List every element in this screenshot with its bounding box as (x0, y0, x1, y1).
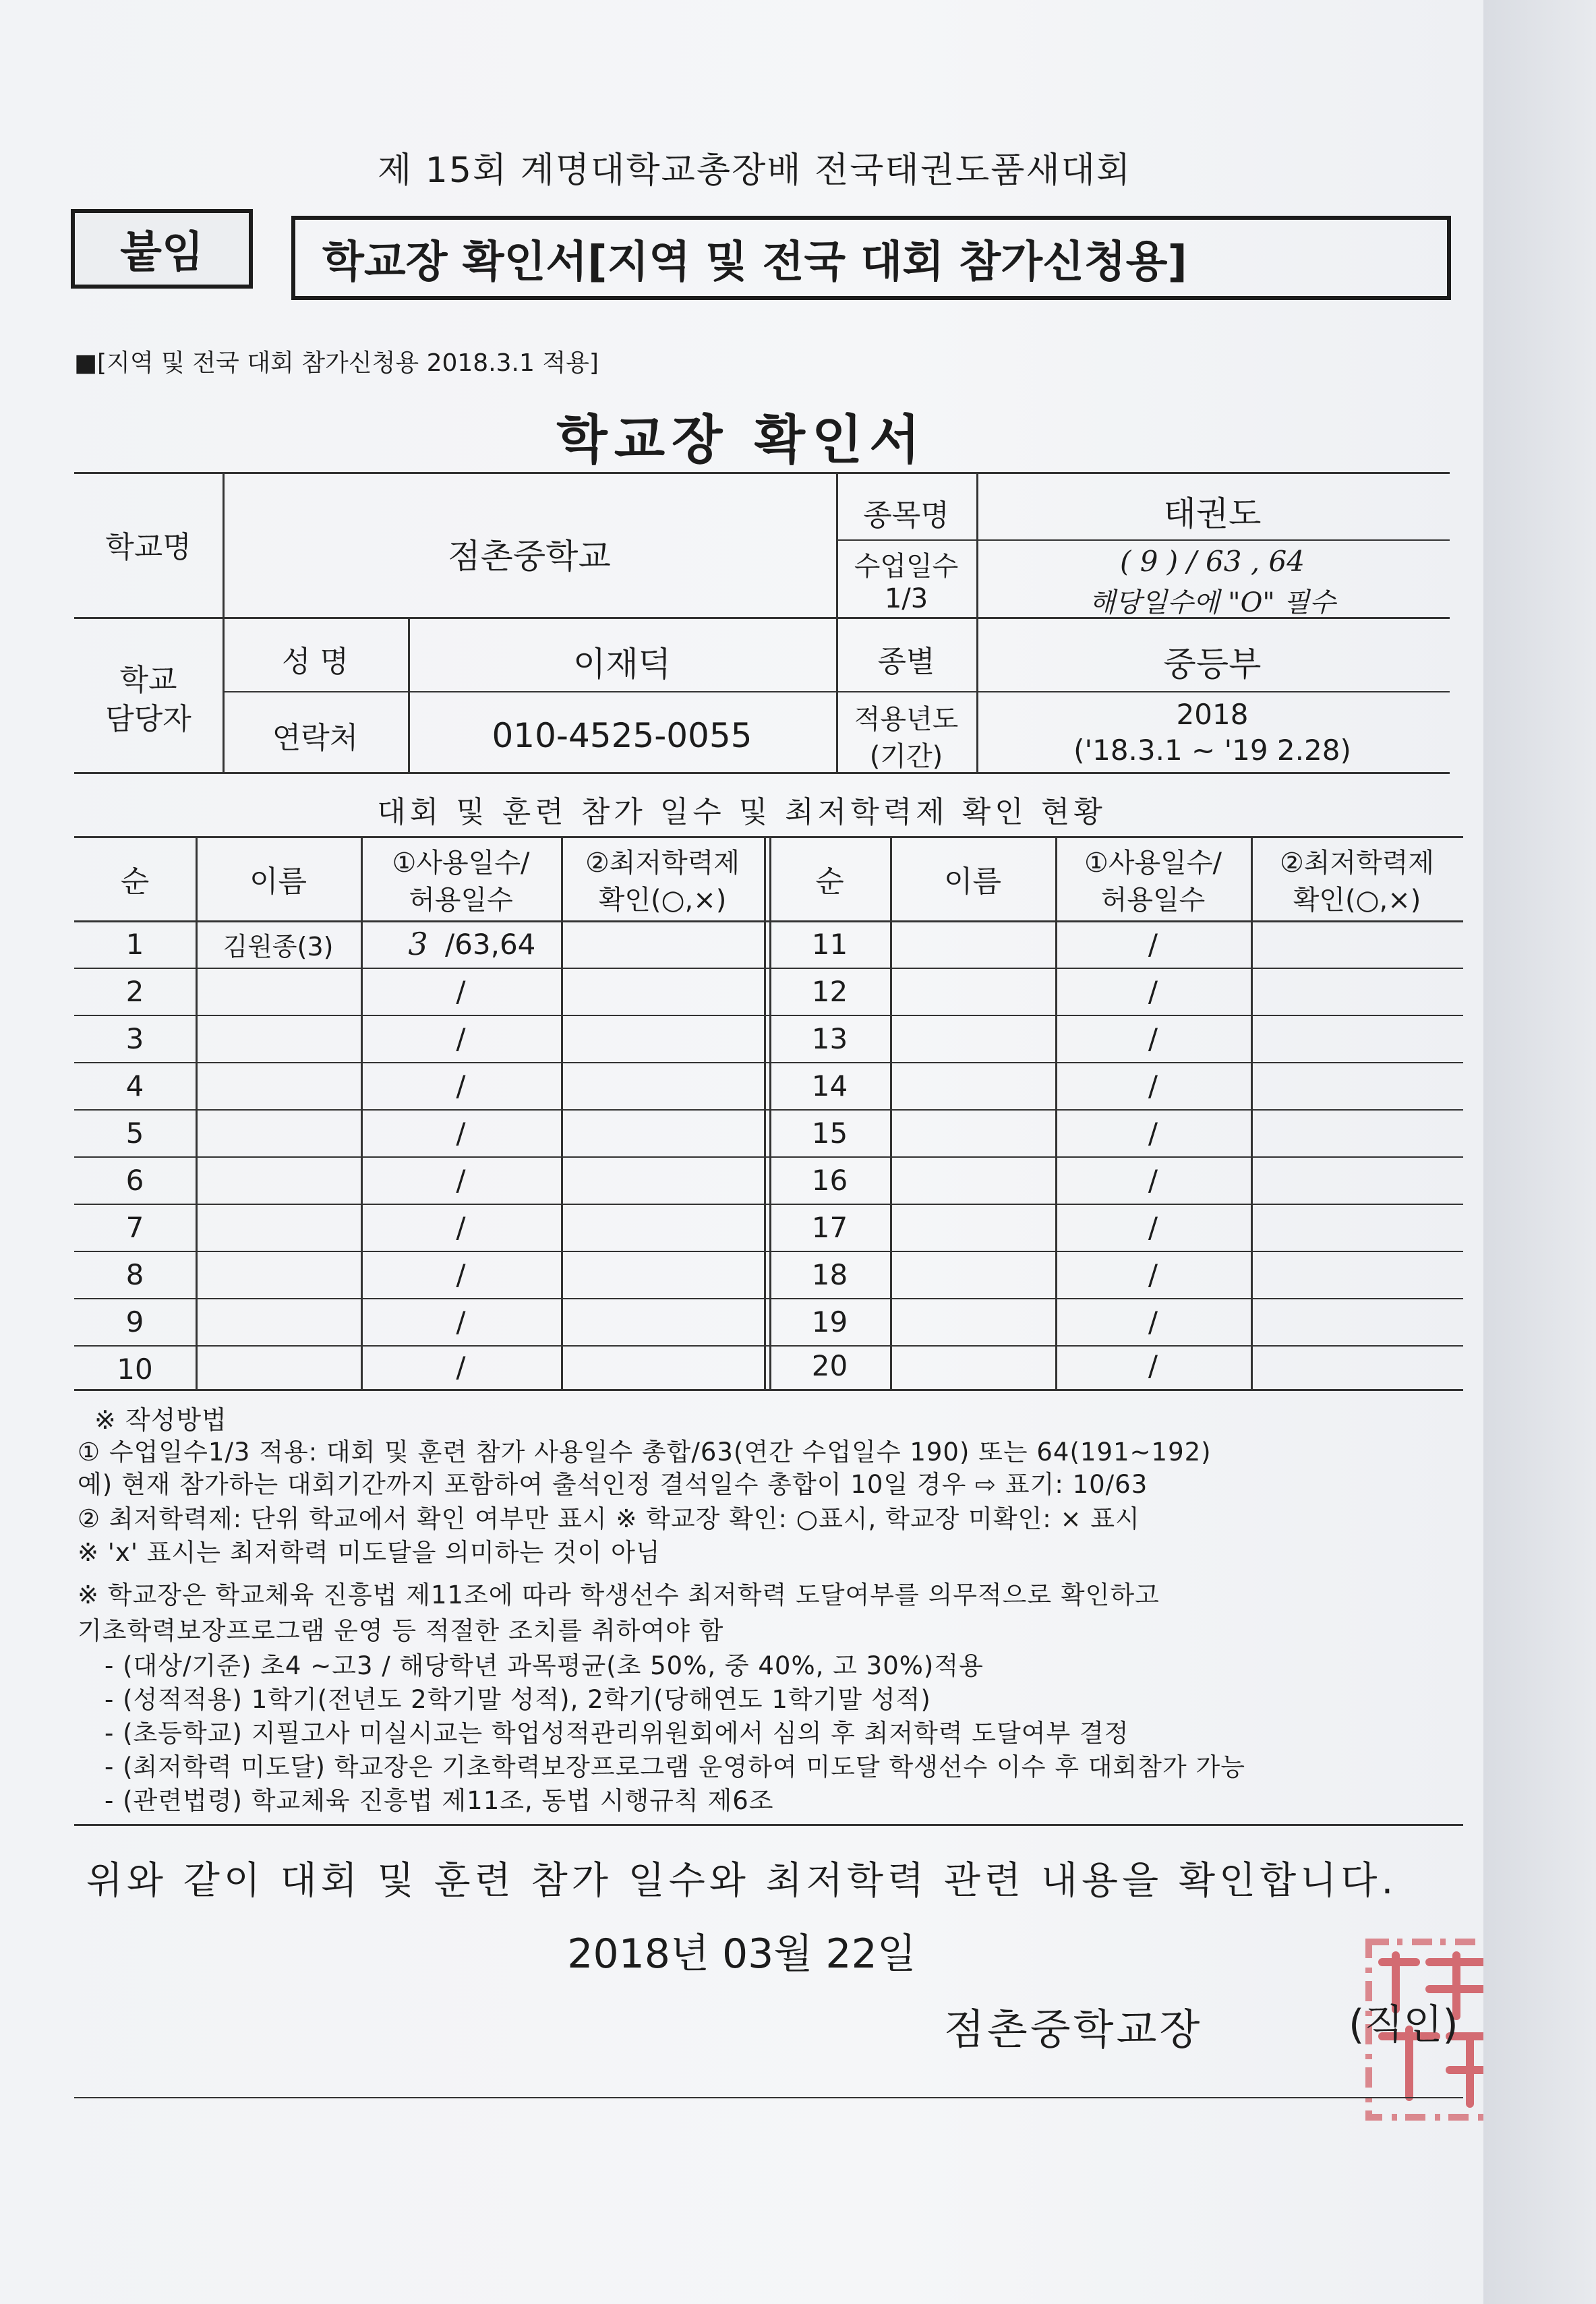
row-no: 10 (117, 1352, 153, 1386)
instruction-line: - (초등학교) 지필고사 미실시교는 학업성적관리위원회에서 심의 후 최저학력 도달여부 결정 (105, 1719, 1129, 1748)
category-label: 종별 (877, 645, 935, 679)
row-days: / (456, 1210, 466, 1244)
divider (74, 1824, 1463, 1826)
col-days-header-right-1: ①사용일수/ (1084, 847, 1222, 879)
instruction-line: - (최저학력 미도달) 학교장은 기초학력보장프로그램 운영하여 미도달 학생선수 이수 후 대회참가 가능 (105, 1752, 1246, 1781)
row-no: 15 (811, 1116, 848, 1150)
row-no: 7 (125, 1210, 144, 1244)
row-no: 8 (125, 1258, 144, 1291)
row-days: / (1148, 1258, 1158, 1291)
instruction-line: ② 최저학력제: 단위 학교에서 확인 여부만 표시 ※ 학교장 확인: ○표시, 학교장 미확인: × 표시 (78, 1504, 1140, 1533)
manager-name-label: 성 명 (282, 645, 349, 679)
col-check-header-1: ②최저학력제 (585, 847, 740, 879)
row-no: 3 (125, 1022, 144, 1055)
row-no: 20 (811, 1349, 848, 1382)
row-no: 6 (125, 1163, 144, 1197)
sport-value: 태권도 (1163, 494, 1262, 533)
manager-name-value: 이재덕 (573, 645, 671, 684)
instruction-line: - (관련법령) 학교체육 진흥법 제11조, 동법 시행규칙 제6조 (105, 1786, 774, 1815)
school-name-label: 학교명 (105, 530, 191, 564)
row-used-days (398, 920, 438, 968)
manager-label-2: 담당자 (105, 702, 191, 736)
school-days-label-2: 1/3 (884, 583, 928, 614)
row-days: / (456, 1258, 466, 1291)
col-check-header-right-1: ②최저학력제 (1279, 847, 1435, 879)
col-check-header-2: 확인(○,×) (598, 884, 727, 916)
issue-date: 2018년 03월 22일 (567, 1930, 916, 1978)
instruction-line: 기초학력보장프로그램 운영 등 적절한 조치를 취하여야 함 (78, 1616, 724, 1645)
principal-signature: 점촌중학교장 (944, 2005, 1203, 2054)
row-days: / (1148, 1069, 1158, 1102)
row-no: 18 (811, 1258, 848, 1291)
year-label-1: 적용년도 (854, 704, 959, 735)
row-no: 4 (125, 1069, 144, 1102)
instruction-line: 예) 현재 참가하는 대회기간까지 포함하여 출석인정 결석일수 총합이 10일 경우 ⇨ 표기: 10/63 (78, 1470, 1148, 1499)
competition-title: 제 15회 계명대학교총장배 전국태권도품새대회 (378, 150, 1132, 191)
seal-label: (직인) (1349, 2001, 1458, 2048)
year-period: ('18.3.1 ~ '19 2.28) (1073, 734, 1351, 767)
row-days: / (456, 1069, 466, 1102)
col-no-header-right: 순 (815, 864, 844, 899)
row-days: / (456, 1163, 466, 1197)
bottom-line (74, 2097, 1463, 2098)
row-no: 13 (811, 1022, 848, 1055)
school-days-note: 해당일수에 "O" 필수 (1089, 587, 1336, 618)
confirmation-text: 위와 같이 대회 및 훈련 참가 일수와 최저학력 관련 내용을 확인합니다. (86, 1859, 1398, 1903)
row-no: 9 (125, 1305, 144, 1338)
row-days: / (456, 1305, 466, 1338)
row-days: / (456, 974, 466, 1008)
list-title: 대회 및 훈련 참가 일수 및 최저학력제 확인 현황 (377, 795, 1106, 829)
school-name-value: 점촌중학교 (448, 537, 611, 576)
row-days: / (456, 1022, 466, 1055)
school-days-label-1: 수업일수 (854, 551, 959, 582)
col-name-header-right: 이름 (943, 864, 1001, 899)
row-days: / (1148, 1116, 1158, 1150)
contact-value: 010-4525-0055 (492, 716, 752, 755)
main-title: 학교장 확인서 (556, 410, 927, 471)
attach-label-box: 붙임 (71, 209, 253, 289)
col-name-header: 이름 (249, 864, 307, 899)
row-no: 14 (811, 1069, 848, 1102)
row-days: / (1148, 1305, 1158, 1338)
manager-label-1: 학교 (119, 663, 177, 697)
row-no: 5 (125, 1116, 144, 1150)
instruction-line: - (성적적용) 1학기(전년도 2학기말 성적), 2학기(당해연도 1학기말 성적) (105, 1685, 931, 1714)
instruction-line: ※ 'x' 표시는 최저학력 미도달을 의미하는 것이 아님 (78, 1538, 661, 1567)
category-value: 중등부 (1163, 645, 1262, 684)
row-days: / (1148, 1022, 1158, 1055)
row-no: 11 (811, 927, 848, 961)
row-days: /63,64 (445, 927, 536, 961)
row-no: 1 (125, 927, 144, 961)
year-label-2: (기간) (869, 741, 943, 772)
row-days: / (1148, 1349, 1158, 1382)
school-days-value: ( 9 ) / 63 , 64 (1120, 545, 1305, 578)
row-no: 16 (811, 1163, 848, 1197)
row-no: 2 (125, 974, 144, 1008)
applicability-note: ■[지역 및 전국 대회 참가신청용 2018.3.1 적용] (74, 349, 599, 377)
row-days: / (456, 1116, 466, 1150)
row-days: / (1148, 927, 1158, 961)
instruction-line: ※ 학교장은 학교체육 진흥법 제11조에 따라 학생선수 최저학력 도달여부를 의무적으로 확인하고 (78, 1581, 1160, 1609)
col-no-header: 순 (120, 864, 150, 899)
contact-label: 연락처 (272, 721, 359, 755)
row-no: 12 (811, 974, 848, 1008)
col-days-header-1: ①사용일수/ (392, 847, 530, 879)
instructions-heading: ※ 작성방법 (94, 1405, 227, 1435)
row-no: 19 (811, 1305, 848, 1338)
document-title-box: 학교장 확인서[지역 및 전국 대회 참가신청용] (291, 216, 1451, 300)
row-days: / (1148, 1210, 1158, 1244)
col-days-header-2: 허용일수 (409, 884, 513, 916)
background-edge (1483, 0, 1596, 2304)
row-days: / (1148, 974, 1158, 1008)
sport-label: 종목명 (863, 498, 949, 533)
row-days: / (456, 1351, 466, 1384)
instruction-line: - (대상/기준) 초4 ~고3 / 해당학년 과목평균(초 50%, 중 40%, 고 30%)적용 (105, 1651, 984, 1680)
instruction-line: ① 수업일수1/3 적용: 대회 및 훈련 참가 사용일수 총합/63(연간 수업일수 190) 또는 64(191~192) (78, 1438, 1212, 1467)
col-check-header-right-2: 확인(○,×) (1293, 884, 1421, 916)
row-name: 김원종(3) (223, 931, 334, 962)
row-days: / (1148, 1163, 1158, 1197)
row-used-days-value: 3 (408, 926, 428, 962)
year-value: 2018 (1176, 698, 1249, 731)
row-no: 17 (811, 1210, 848, 1244)
col-days-header-right-2: 허용일수 (1100, 884, 1206, 916)
